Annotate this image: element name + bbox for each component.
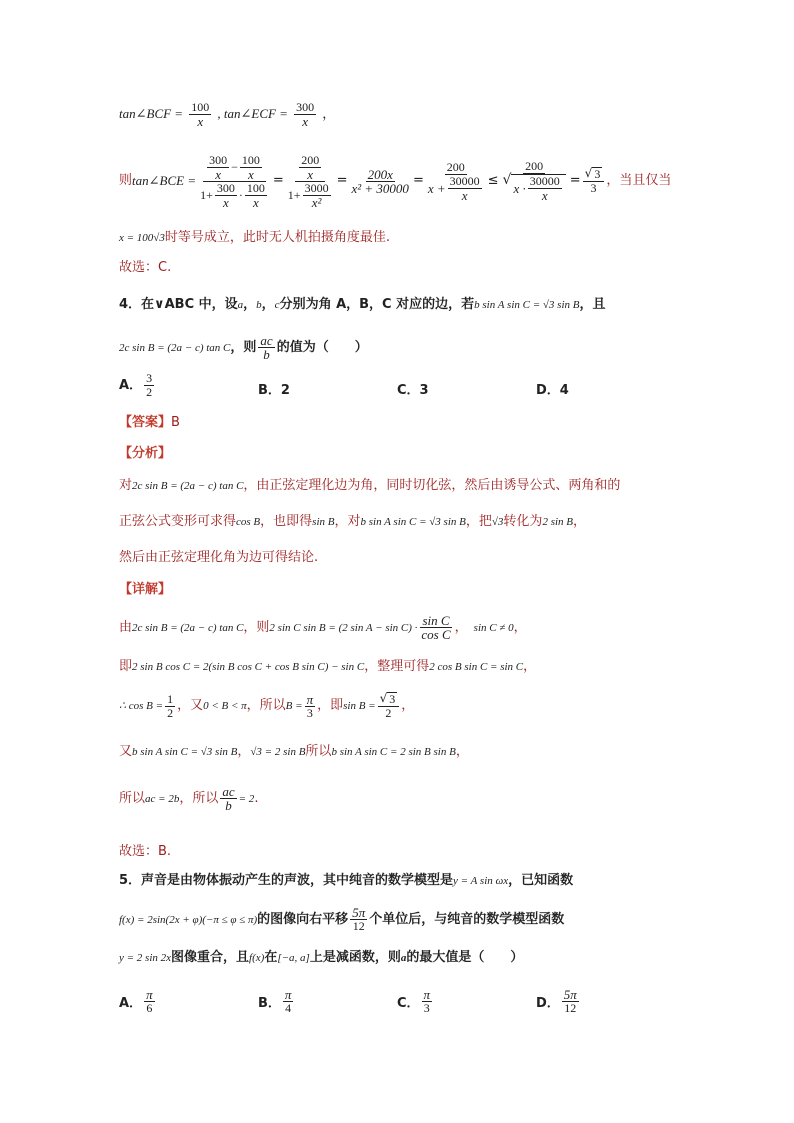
tan-definitions-line: tan∠BCF = $\frac{100}{x}$ , tan∠ECF = $\frac{300}{x}$ ，	[119, 100, 336, 129]
fraction-300-over-x: $\frac{300}{x}$	[296, 100, 315, 129]
q4-detail-line1: 由 2c sin B = (2a − c) tan C ，则 2 sin C sin B = (2 sin A − sin C) · $\frac{\text{sin C}}{\text{cos C}}$ ， sin C ≠ 0 ，	[119, 613, 527, 642]
q4-detail-line2: 即2 sin B cos C = 2(sin B cos C + cos B sin C) − sin C，整理可得2 cos B sin C = sin C，	[119, 659, 537, 674]
q4-analysis-tag: 【分析】	[119, 446, 172, 461]
fraction-sqrt3-over-3: √ 3 3	[583, 167, 605, 195]
q4-option-a[interactable]: A． $\frac{3}{2}$	[119, 371, 153, 399]
complex-fraction-2: $\frac{200}{x}$ 1+ $\frac{3000}{\text{x²}}$	[287, 152, 329, 210]
q4-detail-line4: 又b sin A sin C = √3 sin B，√3 = 2 sin B所以b sin A sin C = 2 sin B sin B，	[119, 744, 469, 759]
q4-option-c[interactable]: C．3	[397, 383, 429, 398]
q5-option-d[interactable]: D． $\frac{5\pi}{12}$	[536, 987, 577, 1015]
q5-stem-line3: y = 2 sin 2x图像重合，且f(x)在[−a, a]上是减函数，则a的最大值是（ ）	[119, 950, 524, 965]
q4-stem-line2: 2c sin B = (2a − c) tan C，则 $\frac{ac}{b}$ 的值为（ ）	[119, 333, 368, 362]
fraction-200x: $\frac{200x}{\text{x² + 30000}}$	[351, 166, 409, 196]
q4-final-answer: 故选：B.	[119, 844, 172, 859]
previous-answer: 故选：C.	[119, 260, 172, 275]
q4-analysis-line2: 正弦公式变形可求得cos B，也即得sin B，对b sin A sin C = √3 sin B，把√3转化为2 sin B，	[119, 514, 587, 529]
fraction-200-over-sum: 200 x + $\frac{30000}{x}$	[427, 159, 480, 203]
q5-option-c[interactable]: C． $\frac{\pi}{3}$	[397, 987, 431, 1015]
q5-stem-line1: 5．声音是由物体振动产生的声波，其中纯音的数学模型是y = A sin ωx，已知函数	[119, 873, 574, 888]
q4-stem-line1: 4．在∨ABC 中，设a，b，c分别为角 A，B，C 对应的边，若b sin A sin C = √3 sin B，且	[119, 297, 606, 312]
tan-bce-derivation: 则 tan∠BCE = $\frac{300}{x}$ − $\frac{100}{x}$ 1+ $\frac{300}{x}$ · $\frac{100}{x}$ = $\frac{200}{x}$ 1+ $\frac{3000}{\text{x²}}$ = $\frac{200x}{\text{x² + 30000}}$ = 200 x + $\frac{30000}{x}$ ≤ 200 √ x · $\frac{30000}{x}$ = √ 3 3 ，当且仅当	[119, 152, 672, 210]
q4-detail-tag: 【详解】	[119, 582, 172, 597]
complex-fraction-1: $\frac{300}{x}$ − $\frac{100}{x}$ 1+ $\frac{300}{x}$ · $\frac{100}{x}$	[200, 152, 265, 210]
equality-condition-line: x = 100√3时等号成立，此时无人机拍摄角度最佳.	[119, 230, 390, 245]
q4-analysis-line1: 对2c sin B = (2a − c) tan C，由正弦定理化边为角，同时切化弦，然后由诱导公式、两角和的	[119, 478, 621, 493]
fraction-100-over-x: $\frac{100}{x}$	[191, 100, 210, 129]
tan-ecf-label: , tan∠ECF =	[217, 106, 288, 121]
q4-detail-line5: 所以 ac = 2b ，所以 $\frac{ac}{b}$ = 2 .	[119, 784, 259, 813]
q5-option-a[interactable]: A． $\frac{\pi}{6}$	[119, 987, 153, 1015]
q4-option-b[interactable]: B．2	[258, 383, 290, 398]
q5-option-b[interactable]: B． $\frac{\pi}{4}$	[258, 987, 292, 1015]
q4-option-d[interactable]: D．4	[536, 383, 569, 398]
q4-detail-line3: ∴ cos B = $\frac{1}{2}$ ，又 0 < B < π ，所以 B = $\frac{\pi}{3}$ ，即 sin B = √ 3 2 ，	[119, 691, 415, 721]
q4-analysis-line3: 然后由正弦定理化角为边可得结论.	[119, 550, 319, 565]
fraction-200-over-sqrt: 200 √ x · $\frac{30000}{x}$	[501, 160, 568, 202]
q4-answer: 【答案】B	[119, 415, 180, 430]
tan-bcf-label: tan∠BCF =	[119, 106, 184, 121]
q5-stem-line2: f(x) = 2sin(2x + φ)(−π ≤ φ ≤ π) 的图像向右平移 $\frac{5\pi}{12}$ 个单位后，与纯音的数学模型函数	[119, 905, 565, 933]
